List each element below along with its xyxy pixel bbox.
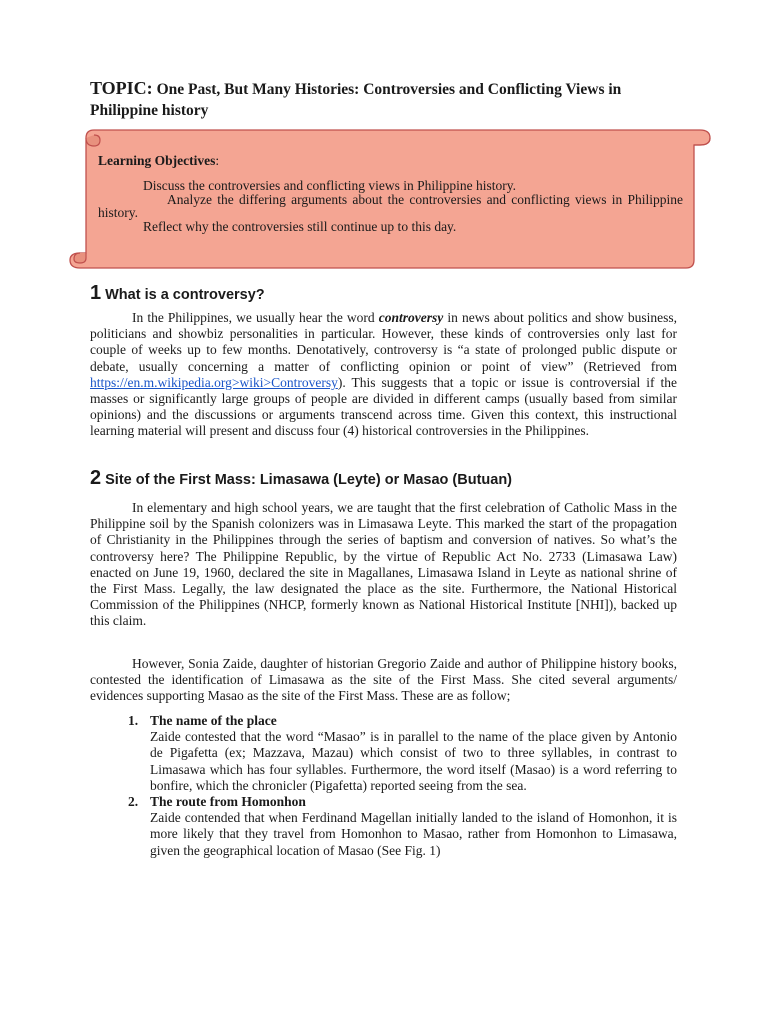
arguments-list bbox=[128, 713, 677, 859]
wikipedia-link[interactable]: https://en.m.wikipedia.org>wiki>Controversy bbox=[90, 374, 338, 390]
section-1-paragraph: In the Philippines, we usually hear the word controversy in news about politics and show business, politicians and showbiz personalities in particular. However, these kinds of controversies only last for couple of weeks up to few months. Denotatively, controversy is “a state of prolonged public dispute or debate, usually concerning a matter of conflicting opinion or point of view” (Retrieved from https://en.m.wikipedia.org>wiki>Controversy). This suggests that a topic or issue is controversial if the masses or significantly large groups of people are divided in different camps (usually based from similar opinions) and the discussions or arguments transcend across time. Given this context, this instructional learning material will present and discuss four (4) historical controversies in the Philippines. bbox=[90, 310, 677, 439]
section-2-paragraph-2: However, Sonia Zaide, daughter of historian Gregorio Zaide and author of Philippine history books, contested the identification of Limasawa as the site of the First Mass. She cited several arguments/ evidences supporting Masao as the site of the First Mass. These are as follow; bbox=[90, 656, 677, 704]
list-item bbox=[128, 794, 677, 859]
topic-heading bbox=[90, 78, 690, 121]
list-item bbox=[128, 713, 677, 794]
scroll-bottom-curl bbox=[74, 253, 86, 263]
section-2-number: 2 bbox=[90, 467, 102, 489]
topic-title: One Past, But Many Histories: Controversies and Conflicting Views in Philippine history bbox=[90, 81, 622, 119]
objective-item-2: Analyze the differing arguments about the controversies and conflicting views in Philippine history. bbox=[98, 191, 683, 220]
section-1-number: 1 bbox=[90, 282, 102, 304]
list-item-title: 2. The route from Homonhon bbox=[128, 794, 306, 810]
list-item-body: Zaide contested that the word “Masao” is in parallel to the name of the place given by Antonio de Pigafetta (ex; Mazzava, Mazau) which consist of two to three syllables, in contrast to Limasawa which has four syllables. Furthermore, the word itself (Masao) is a word referring to bonfire, which the chronicler (Pigafetta) reported seeing from the sea. bbox=[150, 729, 677, 793]
section-2-heading bbox=[90, 467, 512, 490]
emphasis-controversy: controversy bbox=[378, 310, 444, 325]
objectives-title: Learning Objectives: bbox=[98, 153, 220, 168]
topic-label: TOPIC: bbox=[90, 78, 153, 98]
objective-item-3: Reflect why the controversies still continue up to this day. bbox=[143, 218, 457, 234]
objective-item-1: Discuss the controversies and conflicting views in Philippine history. bbox=[143, 178, 516, 193]
section-2-paragraph-1: In elementary and high school years, we are taught that the first celebration of Catholic Mass in the Philippine soil by the Spanish colonizers was in Limasawa Leyte. This marked the start of the propagation of Christianity in the Philippines through the series of baptism and conversion of natives. So what’s the controversy here? The Philippine Republic, by the virtue of Republic Act No. 2733 (Limasawa Law) enacted on June 19, 1960, declared the site in Magallanes, Limasawa Island in Leyte as national shrine of the First Mass. Legally, the law designated the place as the site. Furthermore, the National Historical Commission of the Philippines (NHCP, formerly known as National Historical Institute [NHI]), backed up this claim. bbox=[90, 500, 677, 629]
section-1-title: What is a controversy? bbox=[105, 287, 265, 303]
list-item-body: Zaide contended that when Ferdinand Magellan initially landed to the island of Homonhon, it is more likely that they travel from Homonhon to Masao, rather from Homonhon to Limasawa, given the geographical location of Masao (See Fig. 1) bbox=[150, 810, 677, 858]
section-1-heading bbox=[90, 282, 265, 305]
section-2-title: Site of the First Mass: Limasawa (Leyte) or Masao (Butuan) bbox=[105, 472, 513, 488]
list-item-title: 1. The name of the place bbox=[128, 713, 277, 728]
learning-objectives bbox=[98, 153, 683, 233]
